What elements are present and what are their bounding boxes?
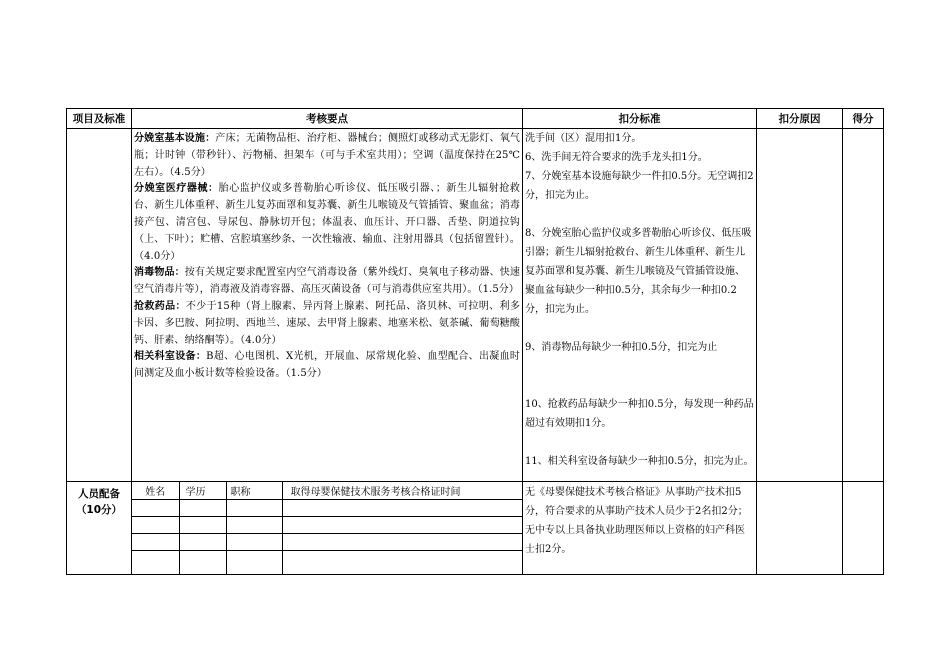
header-deduction-reason: 扣分原因 xyxy=(757,109,843,129)
facilities-category-cell xyxy=(67,129,132,482)
deduction-item: 11、相关科室设备每缺少一种扣0.5分，扣完为止。 xyxy=(525,456,754,467)
facilities-key-points xyxy=(132,129,523,482)
staff-col-education: 学历 xyxy=(179,482,226,500)
staffing-reason-cell xyxy=(757,482,843,575)
facilities-score-cell xyxy=(843,129,884,482)
header-key-points: 考核要点 xyxy=(132,109,523,129)
staff-table-row xyxy=(132,500,522,517)
key-point-title: 消毒物品： xyxy=(134,267,185,279)
spacer xyxy=(525,357,754,376)
staff-col-name: 姓名 xyxy=(132,482,179,500)
staff-table-header xyxy=(132,482,522,500)
staff-col-title: 职称 xyxy=(226,482,282,500)
key-point-title: 分娩室医疗器械： xyxy=(134,183,219,195)
spacer xyxy=(525,205,754,224)
key-point-item xyxy=(134,349,520,383)
staff-table-row xyxy=(132,517,522,534)
key-point-text: 不少于15种（肾上腺素、异丙肾上腺素、阿托品、洛贝林、可拉明、利多卡因、多巴胺、阿拉明、西地兰、速尿、去甲肾上腺素、地塞米松、氨茶碱、葡萄糖酸钙、肝素、纳络酮等）。（4.0分） xyxy=(134,300,521,346)
deduction-item: 洗手间（区）混用扣1分。 xyxy=(525,133,642,144)
table-header-row xyxy=(67,109,884,129)
key-point-item xyxy=(134,131,520,181)
key-point-item xyxy=(134,299,520,349)
staffing-row xyxy=(67,482,884,575)
deduction-item: 8、分娩室胎心监护仪或多普勒胎心听诊仪、低压吸引器；新生儿辐射抢救台、新生儿体重秤、新生儿复苏面罩和复苏囊、新生儿喉镜及气管插管设施、聚血盆每缺少一种扣0.5分，其余每少一种扣0.2分，扣完为止。 xyxy=(525,228,752,315)
header-score: 得分 xyxy=(843,109,884,129)
key-point-title: 分娩室基本设施： xyxy=(134,133,216,144)
deduction-item: 7、分娩室基本设施每缺少一件扣0.5分。无空调扣2分，扣完为止。 xyxy=(525,171,754,201)
key-point-item xyxy=(134,265,520,299)
spacer xyxy=(525,433,754,452)
facilities-row xyxy=(67,129,884,482)
key-point-title: 抢救药品： xyxy=(134,300,186,312)
deduction-item: 9、消毒物品每缺少一种扣0.5分，扣完为止 xyxy=(525,342,718,353)
facilities-deductions xyxy=(523,129,757,482)
staff-col-certificate-date: 取得母婴保健技术服务考核合格证时间 xyxy=(282,482,522,500)
spacer xyxy=(525,376,754,395)
key-point-text: 产床；无菌物品柜、治疗柜、器械台；侧照灯或移动式无影灯、氧气瓶；计时钟（带秒针）、污物桶、担架车（可与手术室共用）；空调（温度保持在25℃左右）。（4.5分） xyxy=(134,133,520,178)
staff-table-row xyxy=(132,551,522,575)
facilities-reason-cell xyxy=(757,129,843,482)
header-item-standard: 项目及标准 xyxy=(67,109,132,129)
deduction-item: 10、抢救药品每缺少一种扣0.5分，每发现一种药品超过有效期扣1分。 xyxy=(525,399,754,429)
key-point-title: 相关科室设备： xyxy=(134,351,207,363)
staffing-score-cell xyxy=(843,482,884,575)
key-point-text: 按有关规定要求配置室内空气消毒设备（紫外线灯、臭氧电子移动器、快速空气消毒片等），消毒液及消毒容器、高压灭菌设备（可与消毒供应室共用）。（1.5分） xyxy=(134,267,520,296)
key-point-text: 胎心监护仪或多普勒胎心听诊仪、低压吸引器、；新生儿辐射抢救台、新生儿体重秤、新生儿复苏面罩和复苏囊、新生儿喉镜及气管插管、聚血盆；消毒接产包、清宫包、导尿包、静脉切开包；体温表、血压计、开口器、舌垫、阴道拉钩（上、下叶）；贮槽、宫腔填塞纱条、一次性输液、输血、注射用器具（包括留置针）。（4.0分） xyxy=(134,183,520,262)
assessment-table xyxy=(66,108,884,575)
staffing-category-cell xyxy=(67,482,132,575)
key-point-item xyxy=(134,181,520,265)
staffing-key-points xyxy=(132,482,523,575)
spacer xyxy=(525,319,754,338)
staffing-category-label: 人员配备 xyxy=(78,488,120,500)
staffing-deduction: 无《母婴保健技术考核合格证》从事助产技术扣5分，符合要求的从事助产技术人员少于2名扣2分；无中专以上具备执业助理医师以上资格的妇产科医士扣2分。 xyxy=(523,482,757,575)
staff-table xyxy=(132,482,522,574)
staffing-category-points: （10分） xyxy=(75,504,123,516)
staff-table-row xyxy=(132,534,522,551)
header-deduction-standard: 扣分标准 xyxy=(523,109,757,129)
key-point-text: B超、心电图机、X光机，开展血、尿常规化验、血型配合、出凝血时间测定及血小板计数等检验设备。（1.5分） xyxy=(134,351,520,380)
deduction-item: 6、洗手间无符合要求的洗手龙头扣1分。 xyxy=(525,152,708,163)
